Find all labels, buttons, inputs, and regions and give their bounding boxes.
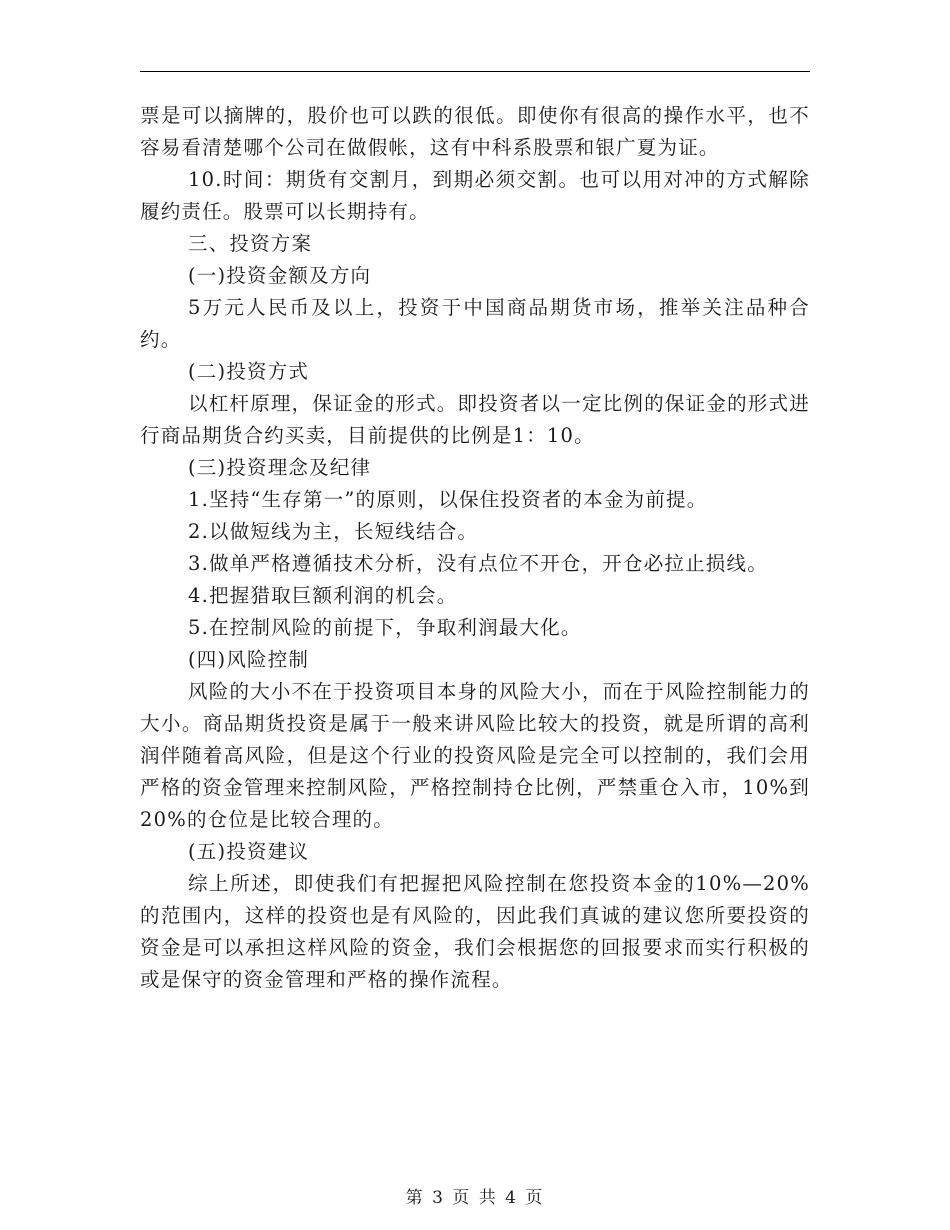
paragraph: 1.坚持“生存第一”的原则，以保住投资者的本金为前提。 xyxy=(188,488,708,511)
paragraph: 10.时间：期货有交割月，到期必须交割。也可以用对冲的方式解除履约责任。股票可以长期持有。 xyxy=(140,168,810,223)
paragraph: (二)投资方式 xyxy=(188,360,310,383)
paragraph: 票是可以摘牌的，股价也可以跌的很低。即使你有很高的操作水平，也不容易看清楚哪个公司在做假帐，这有中科系股票和银广夏为证。 xyxy=(140,104,810,159)
footer-current-page: 3 xyxy=(432,1188,445,1208)
paragraph: 三、投资方案 xyxy=(188,232,313,255)
paragraph: 3.做单严格遵循技术分析，没有点位不开仓，开仓必拉止损线。 xyxy=(188,552,768,575)
paragraph: 5.在控制风险的前提下，争取利润最大化。 xyxy=(188,616,582,639)
page-footer xyxy=(0,1183,950,1208)
paragraph: 风险的大小不在于投资项目本身的风险大小，而在于风险控制能力的大小。商品期货投资是属于一般来讲风险比较大的投资，就是所谓的高利润伴随着高风险，但是这个行业的投资风险是完全可以控制的，我们会用严格的资金管理来控制风险，严格控制持仓比例，严禁重仓入市，10%到20%的仓位是比较合理的。 xyxy=(140,680,810,831)
document-body xyxy=(140,100,810,996)
paragraph: (五)投资建议 xyxy=(188,840,310,863)
footer-suffix: 页 xyxy=(525,1188,545,1208)
footer-total-pages: 4 xyxy=(505,1188,518,1208)
paragraph: 综上所述，即使我们有把握把风险控制在您投资本金的10%—20%的范围内，这样的投资也是有风险的，因此我们真诚的建议您所要投资的资金是可以承担这样风险的资金，我们会根据您的回报要求而实行积极的或是保守的资金管理和严格的操作流程。 xyxy=(140,872,810,991)
paragraph: 2.以做短线为主，长短线结合。 xyxy=(188,520,479,543)
paragraph: 4.把握猎取巨额利润的机会。 xyxy=(188,584,458,607)
paragraph: 5万元人民币及以上，投资于中国商品期货市场，推举关注品种合约。 xyxy=(140,296,810,351)
paragraph: 以杠杆原理，保证金的形式。即投资者以一定比例的保证金的形式进行商品期货合约买卖，目前提供的比例是1：10。 xyxy=(140,392,810,447)
paragraph: (一)投资金额及方向 xyxy=(188,264,372,287)
header-rule xyxy=(140,71,810,72)
paragraph: (三)投资理念及纪律 xyxy=(188,456,372,479)
footer-prefix: 第 xyxy=(405,1188,425,1208)
footer-middle: 页 共 xyxy=(452,1188,498,1208)
paragraph: (四)风险控制 xyxy=(188,648,310,671)
